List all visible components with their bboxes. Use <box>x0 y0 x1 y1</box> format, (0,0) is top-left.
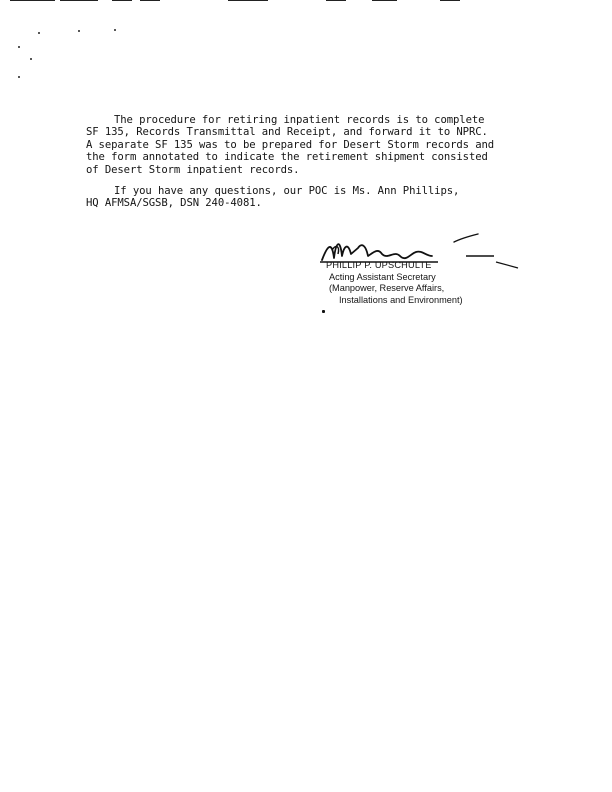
scan-artifact-line <box>140 0 160 1</box>
text-line: of Desert Storm inpatient records. <box>86 163 300 176</box>
scan-speck <box>114 29 116 31</box>
text-line: The procedure for retiring inpatient records is to complete <box>114 114 485 126</box>
scan-artifact-line <box>112 0 132 1</box>
signatory-organization-line-2: Installations and Environment) <box>339 294 463 305</box>
scan-speck <box>18 76 20 78</box>
scan-artifact-line <box>228 0 268 1</box>
body-paragraph-2 <box>86 185 566 210</box>
signatory-organization-line-1: (Manpower, Reserve Affairs, <box>329 283 445 294</box>
scan-speck <box>78 30 80 32</box>
text-line: A separate SF 135 was to be prepared for Desert Storm records and <box>86 138 495 151</box>
text-line: If you have any questions, our POC is Ms. Ann Phillips, <box>114 185 460 197</box>
scan-artifact-line <box>60 0 98 1</box>
signatory-name: PHILLIP P. UPSCHULTE <box>326 260 432 270</box>
scan-artifact-line <box>372 0 397 1</box>
scan-speck <box>18 46 20 48</box>
signatory-title: Acting Assistant Secretary <box>329 271 436 282</box>
scan-artifact-line <box>10 0 55 1</box>
scan-speck <box>322 310 325 313</box>
body-paragraph-1 <box>86 114 566 176</box>
scan-artifact-line <box>326 0 346 1</box>
signature-block <box>326 260 463 306</box>
scan-artifact-line <box>440 0 460 1</box>
text-line: HQ AFMSA/SGSB, DSN 240-4081. <box>86 197 262 210</box>
scan-speck <box>38 32 40 34</box>
text-line: the form annotated to indicate the retirement shipment consisted <box>86 151 488 164</box>
scan-speck <box>30 58 32 60</box>
text-line: SF 135, Records Transmittal and Receipt, and forward it to NPRC. <box>86 126 488 139</box>
